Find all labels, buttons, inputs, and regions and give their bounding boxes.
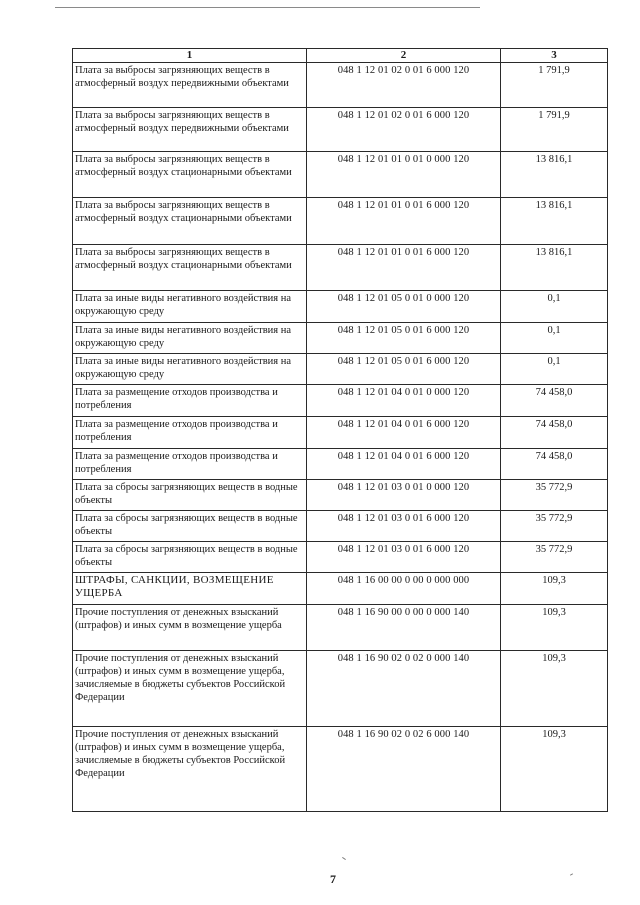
row-code-cell: 048 1 12 01 05 0 01 6 000 120 [307, 354, 501, 385]
table-row [73, 108, 608, 152]
table-header-row [73, 49, 608, 63]
row-amount-cell: 74 458,0 [501, 385, 608, 417]
row-name-cell: Плата за размещение отходов производства и потребления [73, 449, 307, 480]
row-amount-cell: 109,3 [501, 605, 608, 651]
top-rule [55, 7, 480, 8]
row-code-cell: 048 1 12 01 03 0 01 0 000 120 [307, 480, 501, 511]
table-row [73, 511, 608, 542]
row-name-cell: ШТРАФЫ, САНКЦИИ, ВОЗМЕЩЕНИЕ УЩЕРБА [73, 573, 307, 605]
row-code-cell: 048 1 12 01 05 0 01 6 000 120 [307, 323, 501, 354]
row-code-cell: 048 1 12 01 04 0 01 6 000 120 [307, 417, 501, 449]
table-row [73, 727, 608, 812]
row-name-cell: Плата за выбросы загрязняющих веществ в атмосферный воздух передвижными объектами [73, 108, 307, 152]
row-name-cell: Плата за размещение отходов производства и потребления [73, 417, 307, 449]
row-amount-cell: 109,3 [501, 727, 608, 812]
row-amount-cell: 35 772,9 [501, 542, 608, 573]
row-code-cell: 048 1 16 00 00 0 00 0 000 000 [307, 573, 501, 605]
table-row [73, 245, 608, 291]
row-code-cell: 048 1 12 01 05 0 01 0 000 120 [307, 291, 501, 323]
column-header-2: 2 [307, 49, 501, 63]
table-row [73, 63, 608, 108]
row-amount-cell: 0,1 [501, 354, 608, 385]
row-code-cell: 048 1 12 01 03 0 01 6 000 120 [307, 511, 501, 542]
table-row [73, 480, 608, 511]
row-amount-cell: 0,1 [501, 323, 608, 354]
row-name-cell: Плата за иные виды негативного воздействия на окружающую среду [73, 354, 307, 385]
row-name-cell: Прочие поступления от денежных взысканий (штрафов) и иных сумм в возмещение ущерба, зачисляемые в бюджеты субъектов Российской Федерации [73, 651, 307, 727]
row-amount-cell: 1 791,9 [501, 63, 608, 108]
row-code-cell: 048 1 12 01 02 0 01 6 000 120 [307, 108, 501, 152]
table-row [73, 198, 608, 245]
row-name-cell: Плата за иные виды негативного воздействия на окружающую среду [73, 323, 307, 354]
row-amount-cell: 74 458,0 [501, 417, 608, 449]
row-code-cell: 048 1 16 90 02 0 02 0 000 140 [307, 651, 501, 727]
column-header-3: 3 [501, 49, 608, 63]
row-code-cell: 048 1 12 01 01 0 01 0 000 120 [307, 152, 501, 198]
row-amount-cell: 109,3 [501, 651, 608, 727]
table-row [73, 573, 608, 605]
row-amount-cell: 13 816,1 [501, 245, 608, 291]
table-row [73, 323, 608, 354]
row-code-cell: 048 1 12 01 04 0 01 0 000 120 [307, 385, 501, 417]
row-code-cell: 048 1 12 01 03 0 01 6 000 120 [307, 542, 501, 573]
table-row [73, 291, 608, 323]
scan-speck [342, 857, 346, 860]
page-number: 7 [330, 872, 336, 886]
row-code-cell: 048 1 16 90 02 0 02 6 000 140 [307, 727, 501, 812]
row-name-cell: Плата за сбросы загрязняющих веществ в водные объекты [73, 542, 307, 573]
table-row [73, 354, 608, 385]
row-name-cell: Плата за сбросы загрязняющих веществ в водные объекты [73, 480, 307, 511]
row-code-cell: 048 1 12 01 04 0 01 6 000 120 [307, 449, 501, 480]
row-code-cell: 048 1 12 01 01 0 01 6 000 120 [307, 245, 501, 291]
row-name-cell: Плата за выбросы загрязняющих веществ в атмосферный воздух передвижными объектами [73, 63, 307, 108]
row-code-cell: 048 1 12 01 02 0 01 6 000 120 [307, 63, 501, 108]
row-amount-cell: 0,1 [501, 291, 608, 323]
table-row [73, 385, 608, 417]
row-amount-cell: 74 458,0 [501, 449, 608, 480]
row-name-cell: Плата за выбросы загрязняющих веществ в атмосферный воздух стационарными объектами [73, 198, 307, 245]
row-name-cell: Плата за сбросы загрязняющих веществ в водные объекты [73, 511, 307, 542]
table-row [73, 542, 608, 573]
row-name-cell: Плата за иные виды негативного воздействия на окружающую среду [73, 291, 307, 323]
row-code-cell: 048 1 12 01 01 0 01 6 000 120 [307, 198, 501, 245]
budget-table [72, 48, 608, 812]
row-amount-cell: 35 772,9 [501, 480, 608, 511]
table-row [73, 449, 608, 480]
table-row [73, 605, 608, 651]
row-amount-cell: 109,3 [501, 573, 608, 605]
scan-speck [570, 873, 573, 875]
table-row [73, 417, 608, 449]
row-name-cell: Плата за выбросы загрязняющих веществ в атмосферный воздух стационарными объектами [73, 245, 307, 291]
column-header-1: 1 [73, 49, 307, 63]
row-amount-cell: 13 816,1 [501, 152, 608, 198]
table-row [73, 152, 608, 198]
row-amount-cell: 35 772,9 [501, 511, 608, 542]
row-name-cell: Плата за выбросы загрязняющих веществ в атмосферный воздух стационарными объектами [73, 152, 307, 198]
row-name-cell: Плата за размещение отходов производства и потребления [73, 385, 307, 417]
row-name-cell: Прочие поступления от денежных взысканий (штрафов) и иных сумм в возмещение ущерба, зачисляемые в бюджеты субъектов Российской Федерации [73, 727, 307, 812]
table-row [73, 651, 608, 727]
row-amount-cell: 13 816,1 [501, 198, 608, 245]
row-code-cell: 048 1 16 90 00 0 00 0 000 140 [307, 605, 501, 651]
row-name-cell: Прочие поступления от денежных взысканий (штрафов) и иных сумм в возмещение ущерба [73, 605, 307, 651]
row-amount-cell: 1 791,9 [501, 108, 608, 152]
